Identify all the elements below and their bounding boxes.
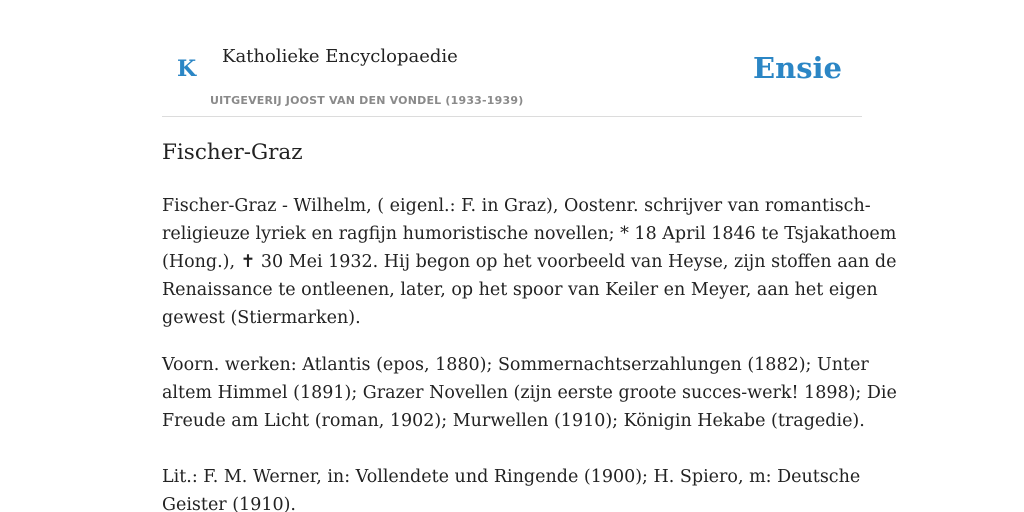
paragraph-line: gewest (Stiermarken). <box>162 308 361 328</box>
site-header <box>162 0 862 117</box>
site-title[interactable]: Katholieke Encyclopaedie <box>222 46 458 67</box>
paragraph-line: Fischer-Graz - Wilhelm, ( eigenl.: F. in Graz), Oostenr. schrijver van romantisch- <box>162 196 871 216</box>
ensie-brand-link[interactable]: Ensie <box>753 51 842 85</box>
paragraph-line: altem Himmel (1891); Grazer Novellen (zijn eerste groote succes-werk! 1898); Die <box>162 383 897 403</box>
article-title: Fischer-Graz <box>162 140 303 165</box>
article-paragraph-works <box>162 351 897 435</box>
paragraph-line: Renaissance te ontleenen, later, op het spoor van Keiler en Meyer, aan het eigen <box>162 280 878 300</box>
publisher-subtitle: UITGEVERIJ JOOST VAN DEN VONDEL (1933-1939) <box>210 94 524 107</box>
paragraph-line: Freude am Licht (roman, 1902); Murwellen (1910); Königin Hekabe (tragedie). <box>162 411 865 431</box>
article-paragraph-literature <box>162 463 862 512</box>
paragraph-line: (Hong.), ✝ 30 Mei 1932. Hij begon op het voorbeeld van Heyse, zijn stoffen aan de <box>162 252 897 272</box>
paragraph-line: religieuze lyriek en ragfijn humoristische novellen; * 18 April 1846 te Tsjakathoem <box>162 224 897 244</box>
paragraph-line: Voorn. werken: Atlantis (epos, 1880); Sommernachtserzahlungen (1882); Unter <box>162 355 869 375</box>
paragraph-line: Geister (1910). <box>162 495 296 512</box>
article-paragraph-biography <box>162 192 897 332</box>
encyclopedia-logo[interactable]: K <box>177 56 197 82</box>
paragraph-line: Lit.: F. M. Werner, in: Vollendete und Ringende (1900); H. Spiero, m: Deutsche <box>162 467 861 487</box>
